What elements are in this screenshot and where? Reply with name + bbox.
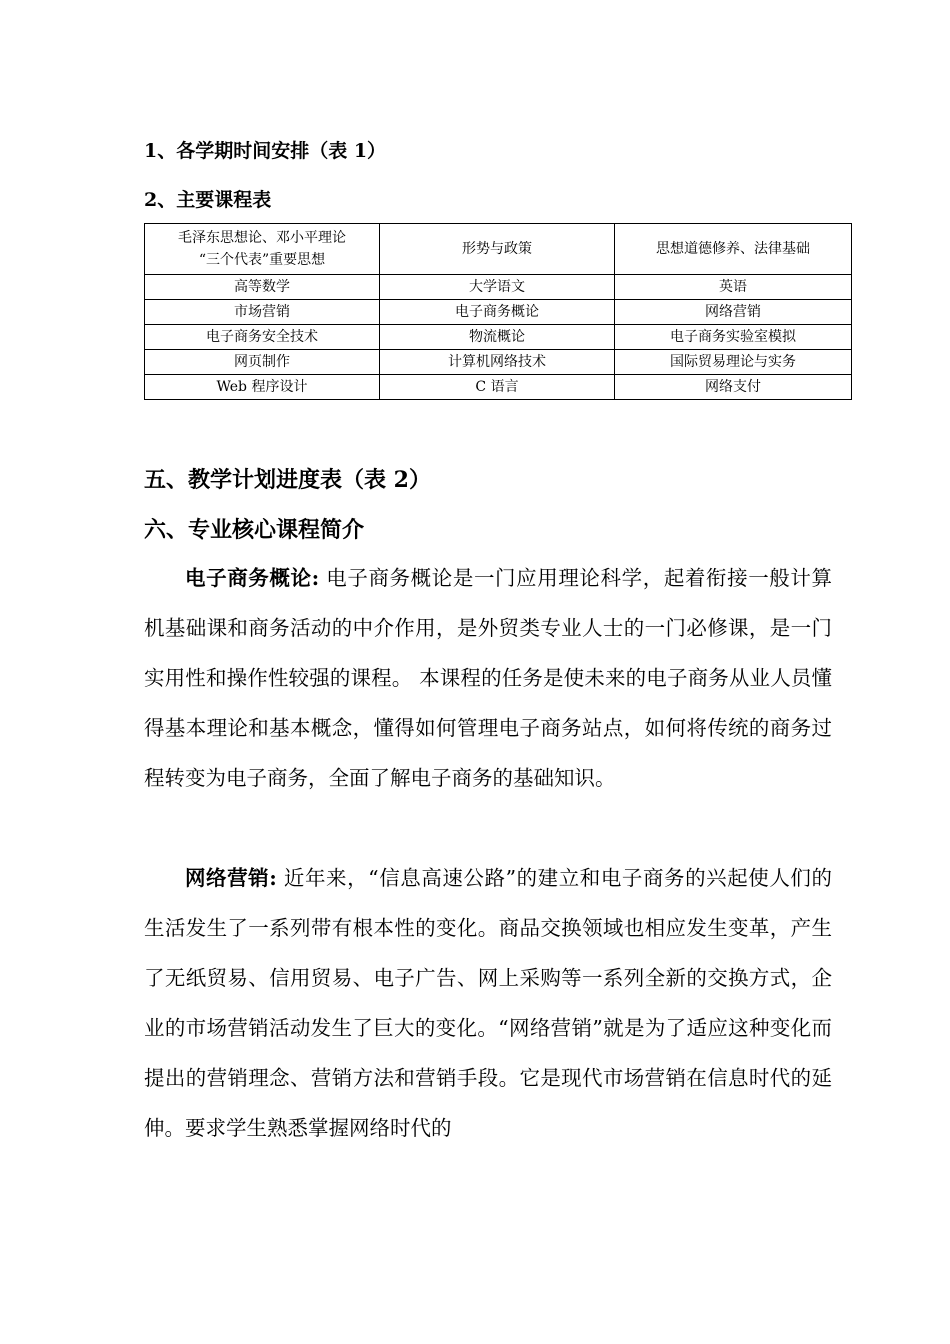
- course-intro-network-marketing: [144, 853, 832, 1153]
- table-cell: 英语: [615, 275, 852, 300]
- table-cell: 电子商务实验室模拟: [615, 325, 852, 350]
- table-row: [145, 275, 852, 300]
- course-intro-ecommerce: [144, 553, 832, 803]
- table-row: [145, 300, 852, 325]
- table-cell: 思想道德修养、法律基础: [615, 224, 852, 275]
- course-term: 网络营销:: [185, 866, 277, 890]
- table-cell: 高等数学: [145, 275, 380, 300]
- table-cell: 电子商务概论: [380, 300, 615, 325]
- table-cell: 计算机网络技术: [380, 350, 615, 375]
- course-description: 近年来，“信息高速公路”的建立和电子商务的兴起使人们的生活发生了一系列带有根本性的变化。商品交换领域也相应发生变革，产生了无纸贸易、信用贸易、电子广告、网上采购等一系列全新的交换方式，企业的市场营销活动发生了巨大的变化。“网络营销”就是为了适应这种变化而提出的营销理念、营销方法和营销手段。它是现代市场营销在信息时代的延伸。要求学生熟悉掌握网络时代的: [144, 866, 832, 1140]
- course-term: 电子商务概论:: [185, 566, 320, 590]
- cell-text: 毛泽东思想论、邓小平理论 “三个代表”重要思想: [178, 230, 346, 268]
- course-table: [144, 223, 852, 400]
- table-cell: 国际贸易理论与实务: [615, 350, 852, 375]
- table-cell: C 语言: [380, 375, 615, 400]
- course-description: 电子商务概论是一门应用理论科学，起着衔接一般计算机基础课和商务活动的中介作用，是外贸类专业人士的一门必修课，是一门实用性和操作性较强的课程。 本课程的任务是使未来的电子商务从业人员懂得基本理论和基本概念，懂得如何管理电子商务站点，如何将传统的商务过程转变为电子商务，全面了解电子商务的基础知识。: [144, 566, 832, 790]
- table-cell: 电子商务安全技术: [145, 325, 380, 350]
- table-cell: 网络营销: [615, 300, 852, 325]
- heading-teaching-plan: 五、教学计划进度表（表 2）: [144, 467, 431, 493]
- table-row: [145, 325, 852, 350]
- table-cell: [145, 224, 380, 275]
- table-cell: 物流概论: [380, 325, 615, 350]
- table-cell: 网页制作: [145, 350, 380, 375]
- table-row: [145, 375, 852, 400]
- table-cell: 形势与政策: [380, 224, 615, 275]
- table-row: [145, 350, 852, 375]
- table-cell: 大学语文: [380, 275, 615, 300]
- table-cell: Web 程序设计: [145, 375, 380, 400]
- table-cell: 网络支付: [615, 375, 852, 400]
- table-row: [145, 224, 852, 275]
- heading-semester-schedule: 1、各学期时间安排（表 1）: [144, 140, 387, 162]
- heading-core-courses: 六、专业核心课程简介: [144, 517, 365, 543]
- table-cell: 市场营销: [145, 300, 380, 325]
- heading-main-courses: 2、主要课程表: [144, 189, 272, 211]
